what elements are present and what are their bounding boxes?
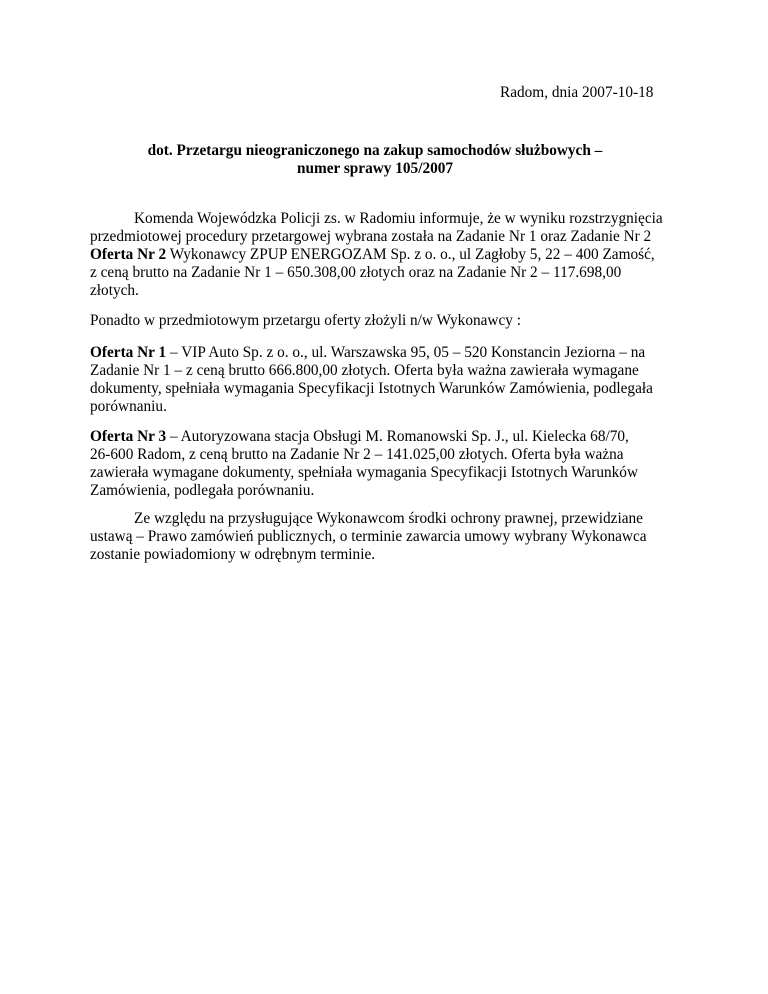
offer-1-line-2: Zadanie Nr 1 – z ceną brutto 666.800,00 złotych. Oferta była ważna zawierała wymagane xyxy=(90,362,639,379)
intro-line-3-rest: Wykonawcy ZPUP ENERGOZAM Sp. z o. o., ul Zagłoby 5, 22 – 400 Zamość, xyxy=(166,246,655,263)
intro-line-1: Komenda Wojewódzka Policji zs. w Radomiu informuje, że w wyniku rozstrzygnięcia xyxy=(134,210,663,227)
offer-1-line-4: porównaniu. xyxy=(90,398,167,415)
intro-line-4: z ceną brutto na Zadanie Nr 1 – 650.308,00 złotych oraz na Zadanie Nr 2 – 117.698,00 xyxy=(90,264,622,281)
intro-line-3 xyxy=(90,246,690,264)
offer-3-line-1-rest: – Autoryzowana stacja Obsługi M. Romanowski Sp. J., ul. Kielecka 68/70, xyxy=(166,428,629,445)
offer-3-line-2: 26-600 Radom, z ceną brutto na Zadanie Nr 2 – 141.025,00 złotych. Oferta była ważna xyxy=(90,446,624,463)
document-subject xyxy=(120,142,630,178)
offer-3-line-1 xyxy=(90,428,690,446)
offer-1-line-3: dokumenty, spełniała wymagania Specyfikacji Istotnych Warunków Zamówienia, podlegała xyxy=(90,380,653,397)
subject-line-1: dot. Przetargu nieograniczonego na zakup samochodów służbowych – xyxy=(147,142,603,159)
offer-1-line-1-rest: – VIP Auto Sp. z o. o., ul. Warszawska 95, 05 – 520 Konstancin Jeziorna – na xyxy=(166,344,646,361)
closing-paragraph xyxy=(90,510,690,564)
offer-3-line-4: Zamówienia, podlegała porównaniu. xyxy=(90,482,315,499)
closing-line-2: ustawą – Prawo zamówień publicznych, o terminie zawarcia umowy wybrany Wykonawca xyxy=(90,528,647,545)
offer-3-line-3: zawierała wymagane dokumenty, spełniała wymagania Specyfikacji Istotnych Warunków xyxy=(90,464,638,481)
offer-1-label: Oferta Nr 1 xyxy=(90,344,167,361)
intro-paragraph xyxy=(90,210,690,300)
offer-1-paragraph xyxy=(90,344,690,416)
document-date: Radom, dnia 2007-10-18 xyxy=(500,84,654,101)
subject-line-2: numer sprawy 105/2007 xyxy=(296,160,454,177)
other-offers-text: Ponadto w przedmiotowym przetargu oferty złożyli n/w Wykonawcy : xyxy=(90,312,521,329)
offer-3-paragraph xyxy=(90,428,690,500)
offer-1-line-1 xyxy=(90,344,690,362)
other-offers-intro xyxy=(90,312,690,330)
closing-line-1: Ze względu na przysługujące Wykonawcom środki ochrony prawnej, przewidziane xyxy=(134,510,643,527)
intro-line-5: złotych. xyxy=(90,282,139,299)
selected-offer-label: Oferta Nr 2 xyxy=(90,246,167,263)
intro-line-2: przedmiotowej procedury przetargowej wybrana została na Zadanie Nr 1 oraz Zadanie Nr 2 xyxy=(90,228,652,245)
closing-line-3: zostanie powiadomiony w odrębnym terminie. xyxy=(90,546,376,563)
offer-3-label: Oferta Nr 3 xyxy=(90,428,167,445)
